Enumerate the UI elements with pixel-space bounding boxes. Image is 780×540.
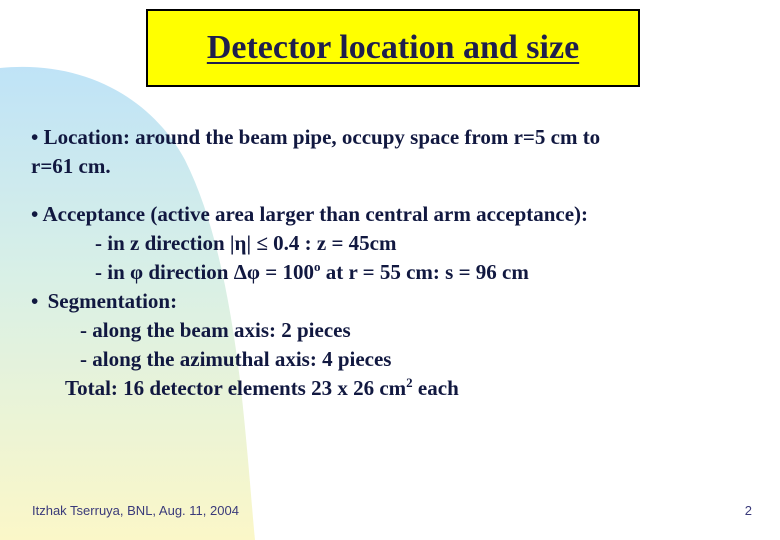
acceptance-text: Acceptance (active area larger than central arm acceptance): <box>42 202 589 226</box>
segmentation-azimuthal-axis: - along the azimuthal axis: 4 pieces <box>80 347 392 371</box>
total-prefix: Total: 16 detector elements 23 x 26 cm <box>65 376 407 400</box>
phi-suffix: at r = 55 cm: s = 96 cm <box>320 260 529 284</box>
bullet: • <box>31 202 39 226</box>
segmentation-heading <box>31 287 751 316</box>
squared-sup: 2 <box>406 375 413 390</box>
acceptance-z-line: - in z direction |η| ≤ 0.4 : z = 45cm <box>95 231 397 255</box>
segmentation-beam-axis: - along the beam axis: 2 pieces <box>80 318 351 342</box>
bullet: • <box>31 125 39 149</box>
bullet: • <box>31 289 39 313</box>
slide-title: Detector location and size <box>206 29 580 66</box>
acceptance-heading <box>31 200 751 229</box>
total-suffix: each <box>412 376 459 400</box>
phi-prefix: - in φ direction Δφ = 100 <box>95 260 314 284</box>
title-box <box>146 9 640 87</box>
footer-page-number: 2 <box>744 503 752 518</box>
segmentation-text: Segmentation: <box>47 289 178 313</box>
degree-sup: o <box>313 259 321 274</box>
segmentation-total <box>31 374 751 403</box>
location-line-2: r=61 cm. <box>31 154 111 178</box>
acceptance-phi-line <box>31 258 751 287</box>
footer-author: Itzhak Tserruya, BNL, Aug. 11, 2004 <box>32 503 239 518</box>
location-line-1 <box>31 123 751 152</box>
location-text: Location: around the beam pipe, occupy space from r=5 cm to <box>43 125 601 149</box>
slide-body <box>31 123 751 403</box>
